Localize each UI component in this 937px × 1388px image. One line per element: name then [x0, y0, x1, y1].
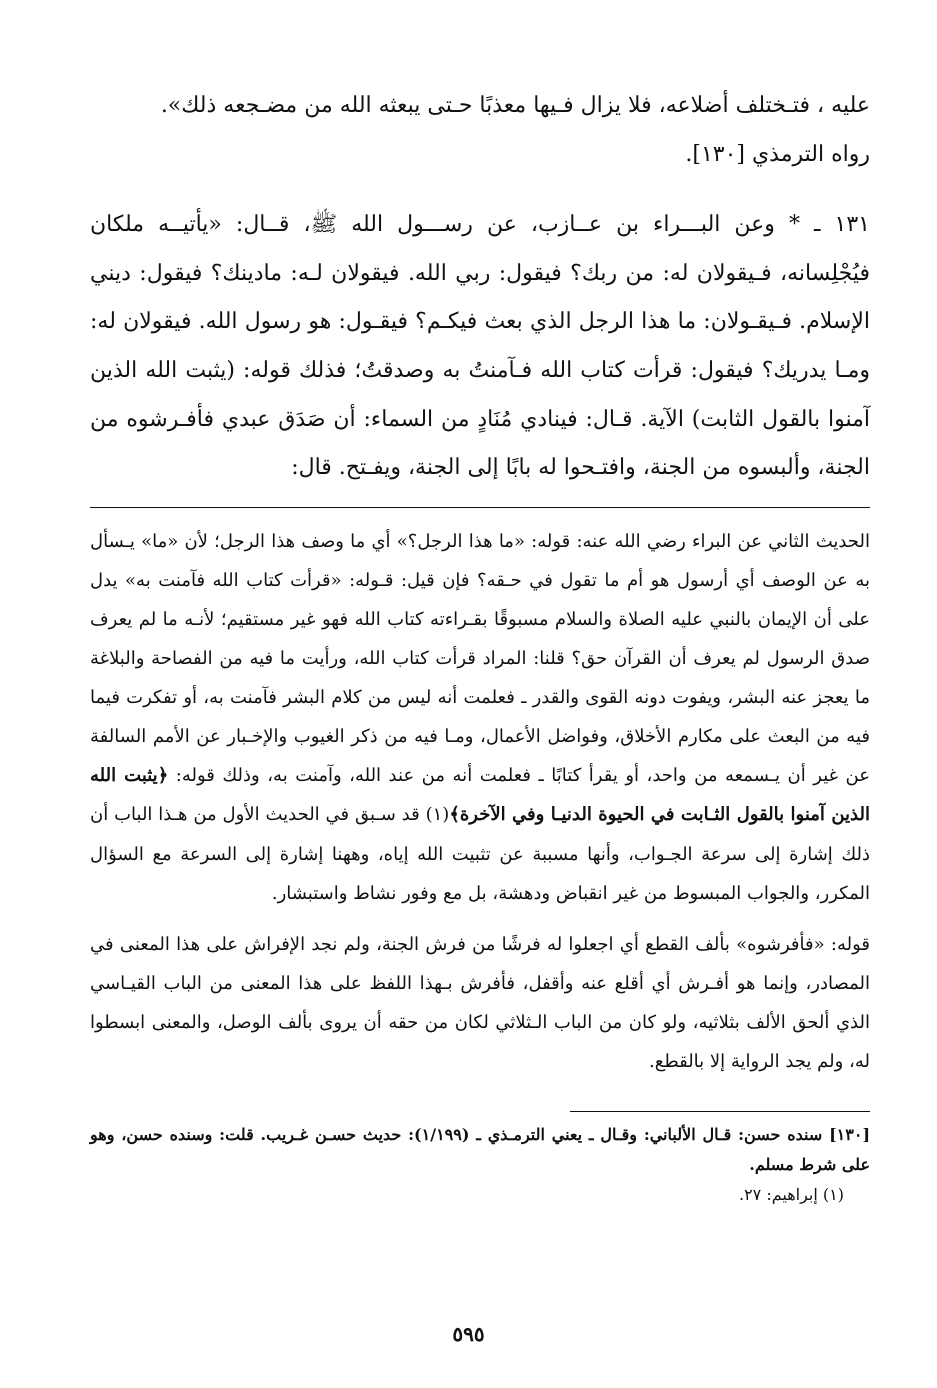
footnote-130: [١٣٠] سنده حسن: قـال الألباني: وقـال ـ يعني الترمـذي ـ (١/١٩٩): حديث حسـن غـريب. قلت: وسنده حسن، وهو على شرط مسلم. [90, 1125, 871, 1175]
footnote-divider [570, 1111, 870, 1112]
footnotes [90, 1120, 870, 1210]
commentary-paragraph-2: قوله: «فأفرشوه» بألف القطع أي اجعلوا له فرشًا من فرش الجنة، ولم نجد الإفراش على هذا المعنى في المصادر، وإنما هو أفـرش أي أقلع عنه وأقفل، فأفرش بـهذا اللفظ على هذا المعنى من الباب القيـاسي الذي ألحق الألف بثلاثيه، ولو كان من الباب الـثلاثي لكان من حقه أن يروى بألف الوصل، والمعنى ابسطوا له، ولم يجد الرواية إلا بالقطع. [90, 933, 870, 1072]
commentary [90, 522, 870, 1081]
continuation-line-1: عليه ، فتـختلف أضلاعه، فلا يزال فـيها معذبًا حـتى يبعثه الله من مضـجعه ذلك». [160, 93, 870, 118]
main-divider [90, 507, 870, 508]
continuation-line-2: رواه الترمذي [١٣٠]. [685, 141, 870, 167]
main-text [90, 82, 870, 493]
commentary-paragraph-1 [90, 522, 870, 913]
commentary-text-a: الحديث الثاني عن البراء رضي الله عنه: قوله: «ما هذا الرجل؟» أي ما وصف هذا الرجل؛ لأن «ما» يـسأل به عن الوصف أي أرسول هو أم ما تقول في حـقه؟ فإن قيل: قـوله: «قرأت كتاب الله فآمنت به» يدل على أن الإيمان بالنبي عليه الصلاة والسلام مسبوقًا بقـراءته كتاب الله فهو غير مستقيم؛ لأنـه ما لم يعرف صدق الرسول لم يعرف أن القرآن حق؟ قلنا: المراد قرأت كتاب الله، ورأيت ما فيه من الفصاحة والبلاغة ما يعجز عنه البشر، ويفوت دونه القوى والقدر ـ فعلمت أنه ليس من كلام البشر فآمنت به، أو تفكرت فيما فيه من البعث على مكارم الأخلاق، وفواضل الأعمال، ومـا فيه من ذكر الغيوب والإخـبار عن الأمم السالفة عن غير أن يـسمعه من واحد، أو يقرأ كتابًا ـ فعلمت أنه من عند الله، وآمنت به، وذلك قوله: [90, 530, 870, 787]
footnote-1: (١) إبراهيم: ٢٧. [738, 1185, 844, 1205]
commentary-text-b: (١) قد سـبق في الحديث الأول من هـذا الباب أن ذلك إشارة إلى سرعة الجـواب، وأنها مسببة عن تثبيت الله إياه، وههنا إشارة إلى السرعة مع السؤال المكرر، والجواب المبسوط من غير انقباض ودهشة، بل مع وفور نشاط واستبشار. [90, 804, 870, 904]
page-content [90, 82, 870, 1210]
hadith-131: ١٣١ ـ * وعن البـــراء بن عــازب، عن رســـول الله ﷺ، قــال: «يأتيــه ملكان فيُجْلِسانه، فـيقولان له: من ربك؟ فيقول: ربي الله. فيقولان لـه: مادينك؟ فيقول: ديني الإسلام. فـيقـولان: ما هذا الرجل الذي بعث فيكـم؟ فيقـول: هو رسول الله. فيقولان له: ومـا يدريك؟ فيقول: قرأت كتاب الله فـآمنتُ به وصدقتُ؛ فذلك قوله: (يثبت الله الذين آمنوا بالقول الثابت) الآية. قـال: فينادي مُنَادٍ من السماء: أن صَدَق عبدي فأفـرشوه من الجنة، وألبسوه من الجنة، وافتـحوا له بابًا إلى الجنة، ويفـتح. قال: [90, 212, 870, 481]
page-number: ٥٩٥ [452, 1322, 485, 1346]
quran-verse: ﴿يثبت الله الذين آمنوا بالقول الثـابت في الحيوة الدنيـا وفي الآخرة﴾ [90, 765, 870, 826]
